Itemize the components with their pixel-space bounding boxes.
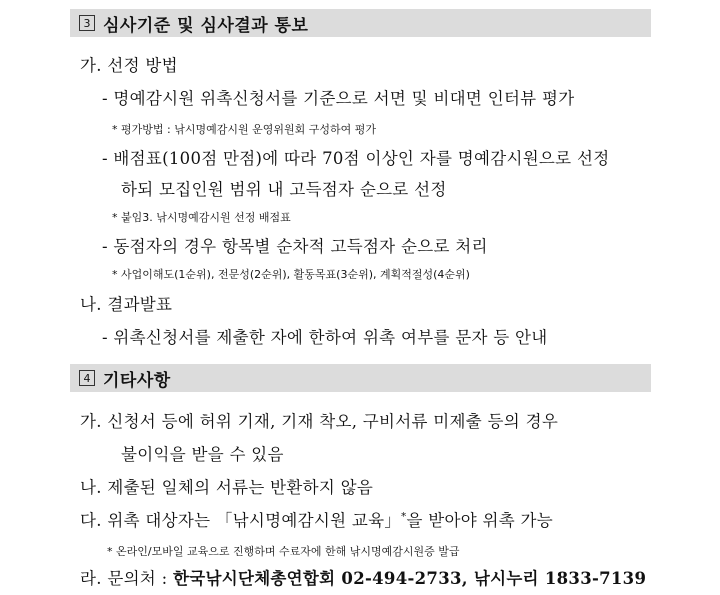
section-number: 4 [79,370,95,386]
section-header-4 [70,364,651,392]
section-title: 기타사항 [103,370,171,391]
item-c-text: 다. 위촉 대상자는 「낚시명예감시원 교육」 [80,511,402,530]
note: * 온라인/모바일 교육으로 진행하며 수료자에 한해 낚시명예감시원증 발급 [107,545,460,558]
item-a: 가. 신청서 등에 허위 기재, 기재 착오, 구비서류 미제출 등의 경우 [80,412,559,431]
item-c-text-end: 을 받아야 위촉 가능 [406,511,554,530]
list-item: - 위촉신청서를 제출한 자에 한하여 위촉 여부를 문자 등 안내 [102,328,548,347]
footnote-marker: * [401,511,407,523]
section-title: 심사기준 및 심사결과 통보 [103,15,309,36]
section-number: 3 [79,15,95,31]
section-header-3 [70,9,651,37]
list-item-continued: 하되 모집인원 범위 내 고득점자 순으로 선정 [121,180,447,199]
note: * 평가방법 : 낚시명예감시원 운영위원회 구성하여 평가 [112,123,376,136]
list-item: - 명예감시원 위촉신청서를 기준으로 서면 및 비대면 인터뷰 평가 [102,89,575,108]
item-a-continued: 불이익을 받을 수 있음 [121,445,284,464]
item-b: 나. 제출된 일체의 서류는 반환하지 않음 [80,478,374,497]
contact-info: 한국낚시단체총연합회 02-494-2733, 낚시누리 1833-7139 [173,569,647,588]
note: * 사업이해도(1순위), 전문성(2순위), 활동목표(3순위), 계획적절성(4순위) [112,268,470,281]
list-item: - 동점자의 경우 항목별 순차적 고득점자 순으로 처리 [102,237,488,256]
item-b-label: 나. 결과발표 [80,295,173,314]
item-c [80,507,553,531]
note: * 붙임3. 낚시명예감시원 선정 배점표 [112,211,291,224]
item-d [80,565,646,589]
item-a-label: 가. 선정 방법 [80,56,178,75]
list-item: - 배점표(100점 만점)에 따라 70점 이상인 자를 명예감시원으로 선정 [102,149,610,168]
contact-label: 라. 문의처 : [80,569,173,588]
